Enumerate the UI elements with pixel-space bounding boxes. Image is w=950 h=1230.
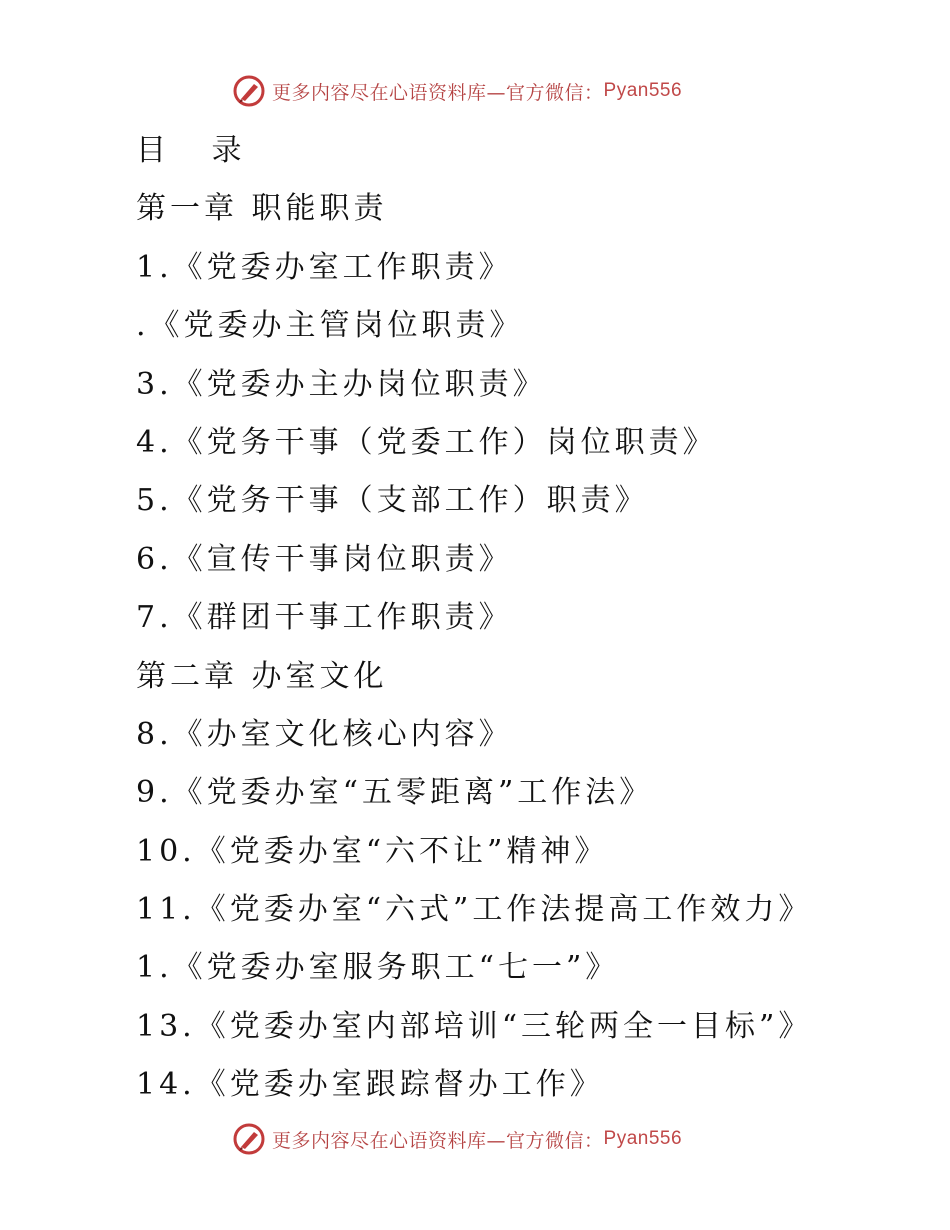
toc-line: 14.《党委办室跟踪督办工作》 — [136, 1067, 604, 1103]
toc-line: 第一章 职能职责 — [136, 191, 388, 227]
footer-watermark — [232, 1119, 712, 1159]
pen-logo-icon — [232, 1122, 266, 1156]
toc-line: 1.《党委办室服务职工“七一”》 — [136, 950, 620, 986]
toc-line: 10.《党委办室“六不让”精神》 — [136, 833, 609, 869]
watermark-text: 更多内容尽在心语资料库—官方微信： — [272, 81, 604, 104]
toc-line: 4.《党务干事（党委工作）岗位职责》 — [136, 424, 717, 460]
toc-line: 第二章 办室文化 — [136, 658, 388, 694]
toc-line: 3.《党委办主办岗位职责》 — [136, 366, 547, 402]
toc-line: 5.《党务干事（支部工作）职责》 — [136, 483, 649, 519]
toc-line: 8.《办室文化核心内容》 — [136, 716, 513, 752]
toc-line: 1.《党委办室工作职责》 — [136, 249, 513, 285]
pen-logo-icon — [232, 74, 266, 108]
watermark-text: 更多内容尽在心语资料库—官方微信： — [272, 1129, 604, 1152]
toc-line: 11.《党委办室“六式”工作法提高工作效力》 — [136, 892, 813, 928]
toc-line: 9.《党委办室“五零距离”工作法》 — [136, 775, 654, 811]
toc-line: 13.《党委办室内部培训“三轮两全一目标”》 — [136, 1008, 813, 1044]
watermark-account: Pyan556 — [603, 80, 683, 101]
table-of-contents — [136, 122, 896, 1115]
toc-title: 目 录 — [136, 133, 260, 168]
header-watermark — [232, 71, 712, 111]
toc-line: 6.《宣传干事岗位职责》 — [136, 541, 513, 577]
toc-line: 7.《群团干事工作职责》 — [136, 600, 513, 636]
watermark-account: Pyan556 — [603, 1128, 683, 1149]
toc-line: .《党委办主管岗位职责》 — [136, 308, 524, 344]
